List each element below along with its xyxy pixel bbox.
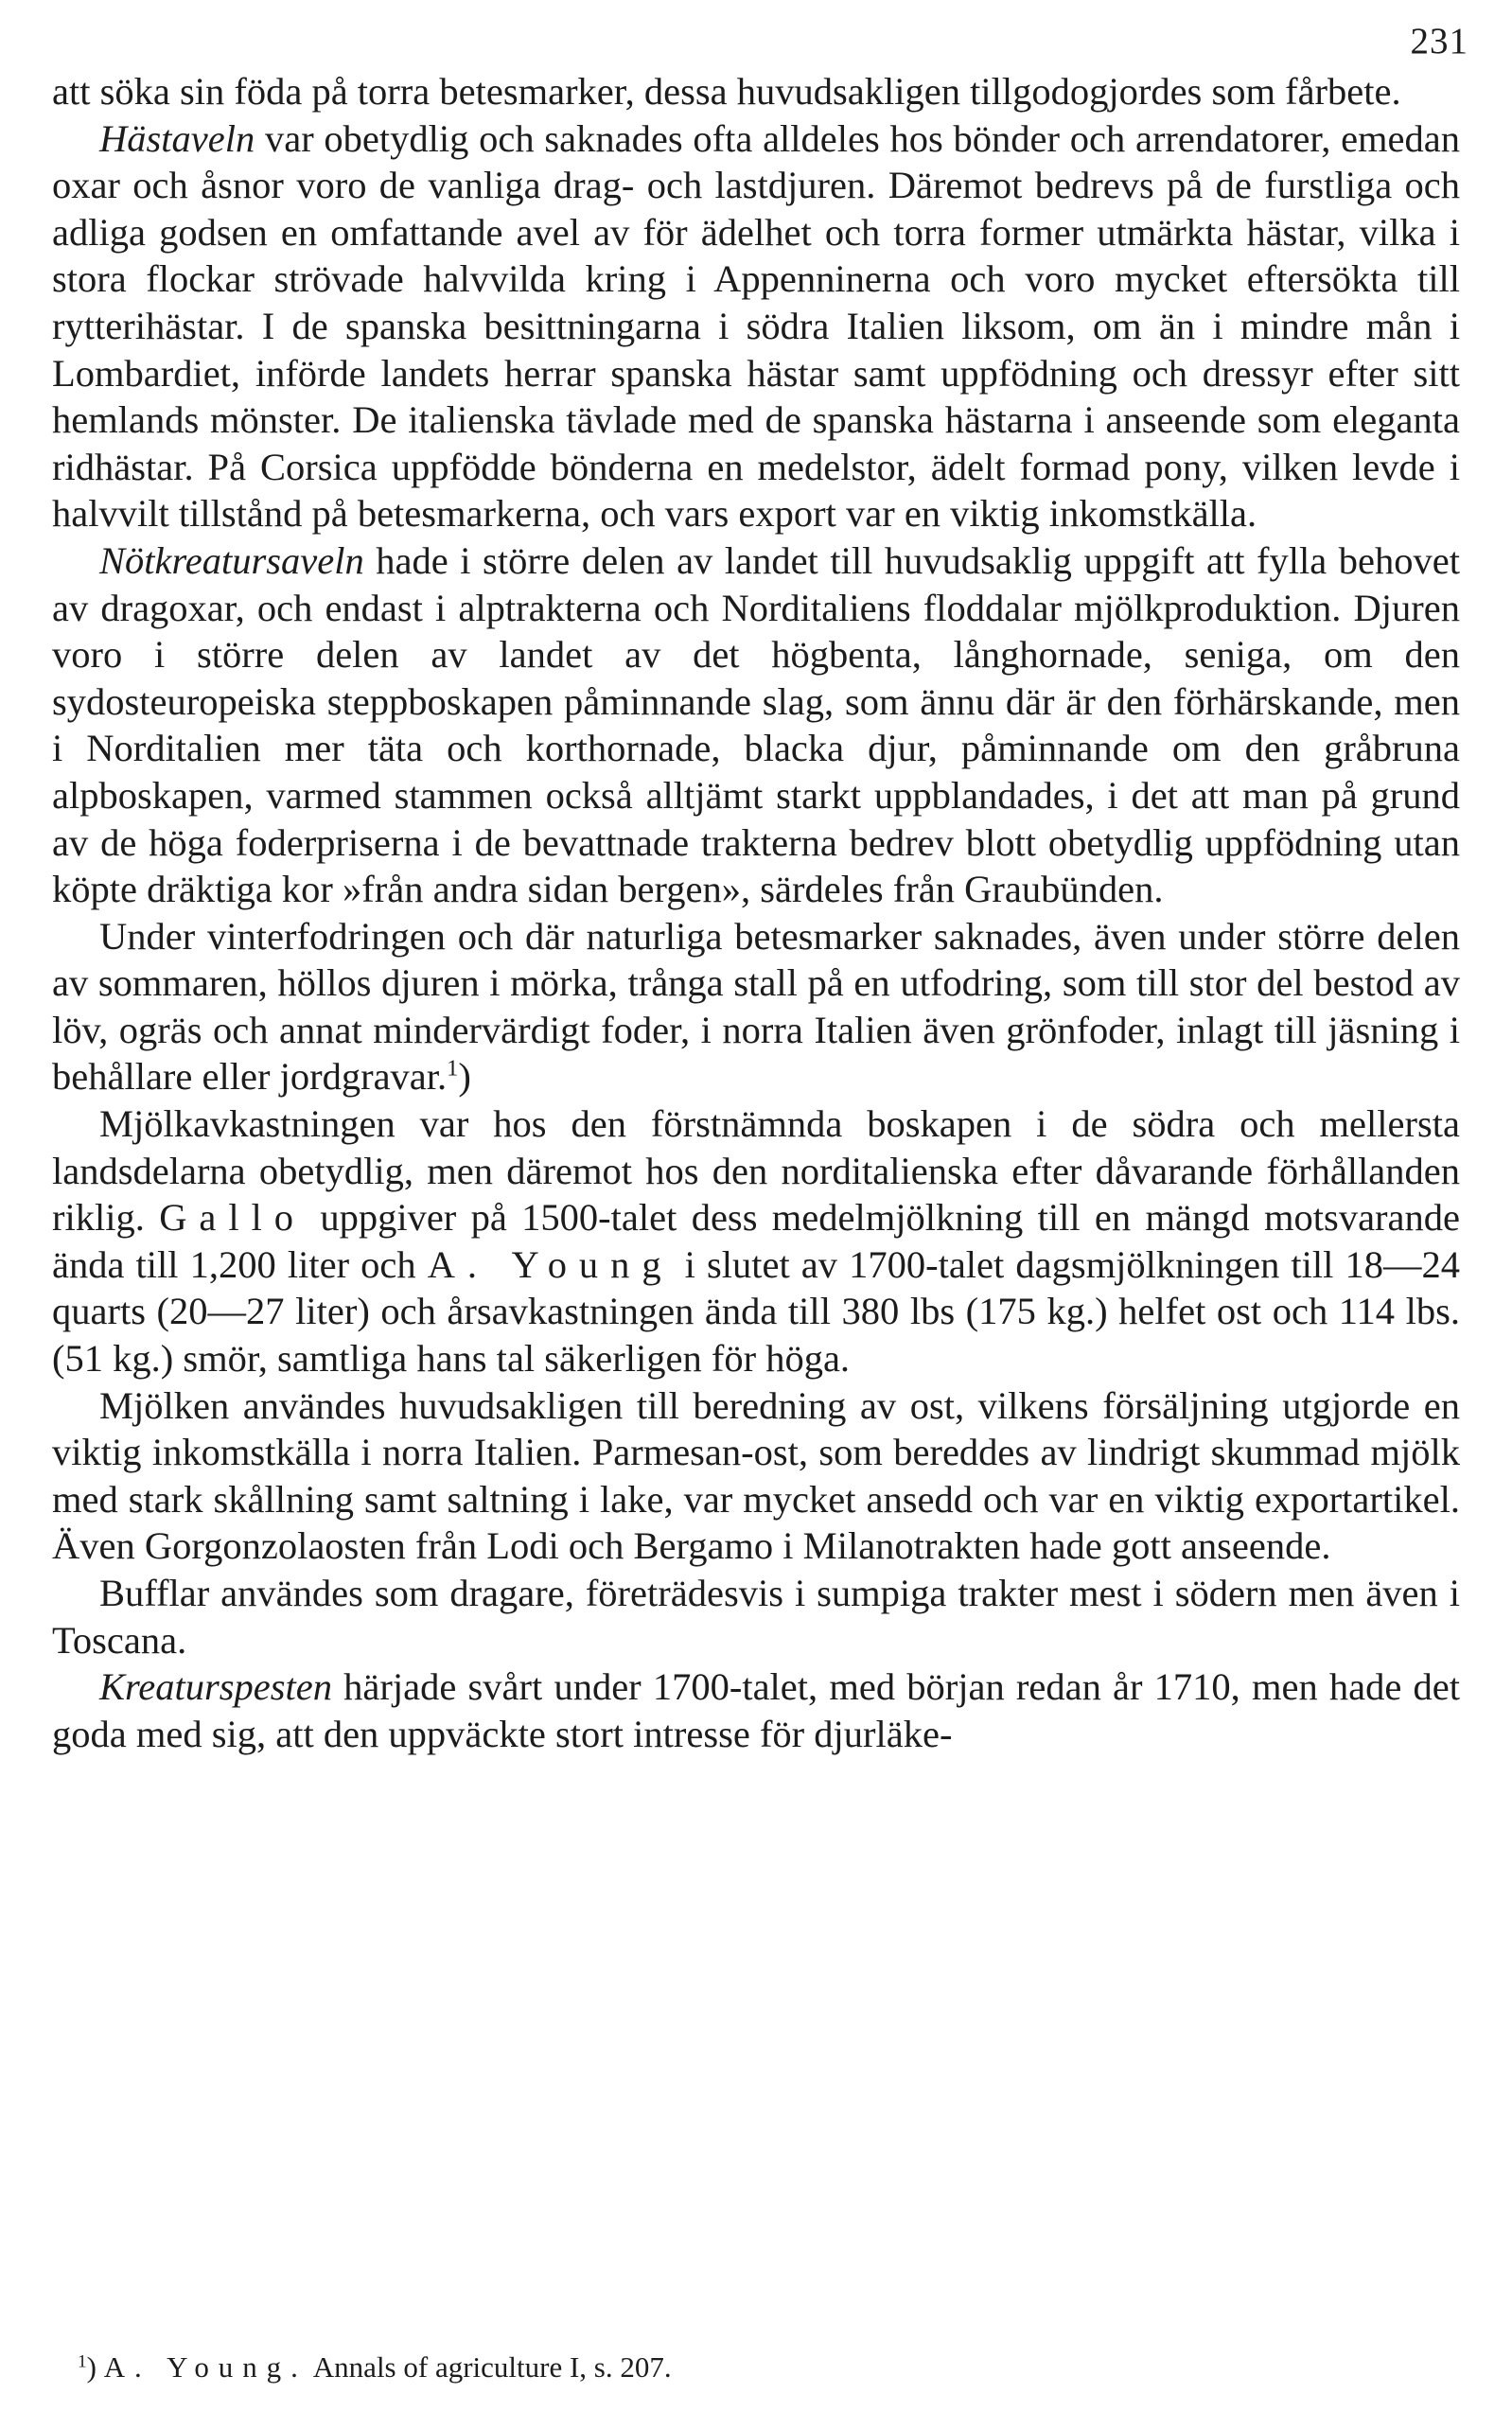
paragraph [52,115,1460,537]
text-segment: hade i större delen av landet till huvudsaklig uppgift att fylla behovet av dragoxar, och endast i alptrakterna och Norditaliens floddalar mjölkproduktion. Djuren voro i större delen av landet av det högbenta, långhornade, seniga, om den sydosteuropeiska steppboskapen påminnande slag, som ännu där är den förhärskande, men i Norditalien mer täta och korthornade, blacka djur, påminnande om den gråbruna alpboskapen, varmed stammen också alltjämt starkt uppblandades, i det att man på grund av de höga foderpriserna i de bevattnade trakterna bedrev blott obetydlig uppfödning utan köpte dräktiga kor »från andra sidan bergen», särdeles från Graubünden. [52,538,1460,911]
text-segment: Bufflar användes som dragare, företrädesvis i sumpiga trakter mest i södern men även i Toscana. [52,1572,1460,1662]
text-segment: härjade svårt under 1700-talet, med början redan år 1710, men hade det goda med sig, att den uppväckte stort intresse för djurläke- [52,1665,1460,1755]
text-segment: att söka sin föda på torra betesmarker, dessa huvudsakligen tillgodogjordes som fårbete. [52,70,1401,113]
footnote-author: A. Young. [103,2350,308,2384]
text-segment: var obetydlig och saknades ofta alldeles hos bönder och arrendatorer, emedan oxar och åsnor voro de vanliga drag- och lastdjuren. Däremot bedrevs på de furstliga och adliga godsen en omfattande avel av för ädelhet och torra former utmärkta hästar, vilka i stora flockar strövade halvvilda kring i Appenninerna och voro mycket eftersökta till rytterihästar. I de spanska besittningarna i södra Italien liksom, om än i mindre mån i Lombardiet, införde landets herrar spanska hästar samt uppfödning och dressyr efter sitt hemlands mönster. De italienska tävlade med de spanska hästarna i anseende som eleganta ridhästar. På Corsica uppfödde bönderna en medelstor, ädelt formad pony, vilken levde i halvvilt tillstånd på betesmarkerna, och vars export var en viktig inkomstkälla. [52,116,1460,536]
text-segment: Under vinterfodringen och där naturliga betesmarker saknades, även under större delen av sommaren, höllos djuren i mörka, trånga stall på en utfodring, som till stor del bestod av löv, ogräs och annat mindervärdigt foder, i norra Italien även grönfoder, inlagt till jäsning i behållare eller jordgravar. [52,914,1460,1099]
text-segment: Mjölkavkastningen var hos den förstnämnda boskapen i de södra och mellersta landsdelarna obetydlig, men däremot hos den norditalienska efter dåvarande förhållanden riklig. [52,1102,1460,1240]
paragraph [52,1100,1460,1382]
paragraph [52,537,1460,913]
italic-term: Nötkreatursaveln [99,538,364,582]
paragraph [52,68,1460,115]
italic-term: Hästaveln [99,116,255,160]
text-segment: uppgiver på 1500-talet dess medelmjölkning till en mängd motsvarande ända till 1,200 liter och [52,1196,1460,1286]
paragraph [52,1663,1460,1757]
paragraph [52,913,1460,1100]
footnote-text: Annals of agriculture I, s. 207. [312,2350,672,2384]
paragraph [52,1382,1460,1570]
italic-term: Kreaturspesten [99,1665,332,1709]
page-number: 231 [1410,21,1468,62]
text-segment: Mjölken användes huvudsakligen till beredning av ost, vilkens försäljning utgjorde en viktig inkomstkälla i norra Italien. Parmesan-ost, som bereddes av lindrigt skummad mjölk med stark skållning samt saltning i lake, var mycket ansedd och var en viktig exportartikel. Även Gorgonzolaosten från Lodi och Bergamo i Milanotrakten hade gott anseende. [52,1383,1460,1568]
body-text [52,68,1460,1757]
footnote-divider [52,2309,185,2310]
text-segment: i slutet av 1700-talet dagsmjölkningen till 18—24 quarts (20—27 liter) och årsavkastningen ända till 380 lbs (175 kg.) helfet ost och 114 lbs. (51 kg.) smör, samtliga hans tal säkerligen för höga. [52,1242,1461,1381]
spaced-name: A. Young [427,1242,674,1286]
footnote-marker: 1 [78,2351,87,2372]
footnote-reference: 1 [447,1055,459,1082]
paragraph [52,1570,1460,1663]
footnote [78,2349,1402,2385]
footnote-marker-suffix: ) [86,2350,97,2384]
text-segment: ) [458,1055,471,1099]
spaced-name: Gallo [159,1196,306,1240]
